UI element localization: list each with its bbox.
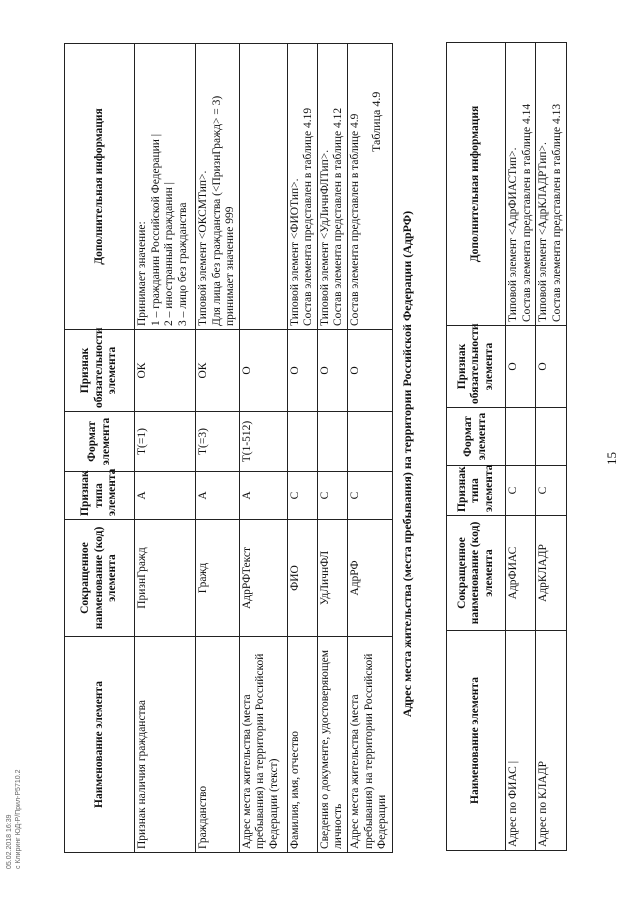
col-header: Признак обязательности элемента xyxy=(447,326,506,408)
cell-code: АдрРФ xyxy=(347,520,392,637)
info-line: Состав элемента представлен в таблице 4.13 xyxy=(550,103,563,322)
info-line: Типовой элемент <ФИОТип>. xyxy=(288,178,301,326)
col-header: Признак типа элемента xyxy=(65,472,135,520)
col-header: Дополнительная информация xyxy=(65,44,135,330)
cell-code: УдЛичнФЛ xyxy=(317,520,347,637)
cell-required: О xyxy=(287,330,317,412)
col-header: Наименование элемента xyxy=(65,637,135,853)
cell-format: T(=3) xyxy=(196,412,240,472)
cell-required: О xyxy=(506,326,536,408)
cell-type: А xyxy=(196,472,240,520)
table-title: Адрес места жительства (места пребывания) на территории Российской Федерации (АдрРФ) xyxy=(400,210,414,718)
cell-info xyxy=(506,43,536,326)
cell-info xyxy=(135,44,196,330)
info-line: Состав элемента представлен в таблице 4.12 xyxy=(332,107,345,326)
cell-type: А xyxy=(135,472,196,520)
cell-format xyxy=(287,412,317,472)
table-row xyxy=(317,44,347,853)
cell-required: О xyxy=(536,326,567,408)
cell-code: АдрРФТекст xyxy=(239,520,287,637)
col-header: Признак типа элемента xyxy=(447,466,506,516)
col-header: Дополнительная информация xyxy=(447,43,506,326)
print-stamp xyxy=(5,770,23,869)
cell-info xyxy=(196,44,240,330)
cell-format xyxy=(536,408,567,466)
cell-format: T(1-512) xyxy=(239,412,287,472)
table-citizenship xyxy=(64,43,393,853)
cell-name: Признак наличия гражданства xyxy=(135,637,196,853)
info-line: Состав элемента представлен в таблице 4.19 xyxy=(302,107,315,326)
stamp-line: с Клиринг ЮД-Р/Прил-Р5710.2 xyxy=(15,769,23,869)
table-row xyxy=(135,44,196,853)
table-row xyxy=(506,43,536,851)
cell-required: О xyxy=(239,330,287,412)
table-row xyxy=(536,43,567,851)
table-label: Таблица 4.9 xyxy=(369,91,383,152)
info-line: Состав элемента представлен в таблице 4.14 xyxy=(520,103,533,322)
info-line: Принимает значение: xyxy=(136,221,148,326)
cell-required: ОК xyxy=(135,330,196,412)
info-line: 2 – иностранный гражданин | xyxy=(163,182,176,326)
info-line: Типовой элемент <АдрКЛАДРТип>. xyxy=(537,142,550,322)
info-line: Состав элемента представлен в таблице 4.9 xyxy=(348,113,361,326)
cell-code: АдрФИАС xyxy=(506,516,536,631)
cell-code: ФИО xyxy=(287,520,317,637)
cell-info xyxy=(347,44,392,330)
cell-type: С xyxy=(347,472,392,520)
cell-code: АдрКЛАДР xyxy=(536,516,567,631)
cell-type: С xyxy=(317,472,347,520)
col-header: Формат элемента xyxy=(65,412,135,472)
cell-required: ОК xyxy=(196,330,240,412)
col-header: Признак обязательности элемента xyxy=(65,330,135,412)
cell-name: Адрес места жительства (места пребывания) на территории Российской Федерации xyxy=(347,637,392,853)
info-line: Типовой элемент <ОКСМТип>. xyxy=(197,170,209,326)
col-header: Формат элемента xyxy=(447,408,506,466)
table-address xyxy=(446,42,567,851)
cell-type: А xyxy=(239,472,287,520)
info-line: Типовой элемент <УдЛичнФЛТип>. xyxy=(318,149,331,326)
cell-type: С xyxy=(536,466,567,516)
col-header: Наименование элемента xyxy=(447,631,506,851)
cell-type: С xyxy=(506,466,536,516)
cell-info xyxy=(317,44,347,330)
cell-code: ПризнГражд xyxy=(135,520,196,637)
info-line: 1 – гражданин Российской Федерации | xyxy=(149,133,162,326)
cell-name: Гражданство xyxy=(196,637,240,853)
cell-code: Гражд xyxy=(196,520,240,637)
cell-info xyxy=(287,44,317,330)
col-header: Сокращенное наименование (код) элемента xyxy=(447,516,506,631)
info-line: Типовой элемент <АдрФИАСТип>. xyxy=(507,147,519,322)
col-header: Сокращенное наименование (код) элемента xyxy=(65,520,135,637)
cell-name: Адрес места жительства (места пребывания) на территории Российской Федерации (текст) xyxy=(239,637,287,853)
table-header-row xyxy=(447,43,506,851)
cell-format xyxy=(317,412,347,472)
table-row xyxy=(239,44,287,853)
table-row xyxy=(196,44,240,853)
table-row xyxy=(347,44,392,853)
cell-format: T(=1) xyxy=(135,412,196,472)
cell-format xyxy=(347,412,392,472)
cell-info xyxy=(536,43,567,326)
cell-name: Сведения о документе, удостоверяющем личность xyxy=(317,637,347,853)
page-number: 15 xyxy=(604,452,619,465)
info-line: Для лица без гражданства (<ПризнГражд> = 3) принимает значение 999 xyxy=(210,95,237,326)
cell-name: Адрес по КЛАДР xyxy=(536,631,567,851)
cell-type: С xyxy=(287,472,317,520)
cell-name: Адрес по ФИАС | xyxy=(506,631,536,851)
cell-required: О xyxy=(317,330,347,412)
cell-required: О xyxy=(347,330,392,412)
table-header-row xyxy=(65,44,135,853)
info-line: 3 – лицо без гражданства xyxy=(176,202,189,326)
cell-info xyxy=(239,44,287,330)
cell-name: Фамилия, имя, отчество xyxy=(287,637,317,853)
table-row xyxy=(287,44,317,853)
cell-format xyxy=(506,408,536,466)
stamp-line: 05.02.2018 16:39 xyxy=(6,814,13,869)
